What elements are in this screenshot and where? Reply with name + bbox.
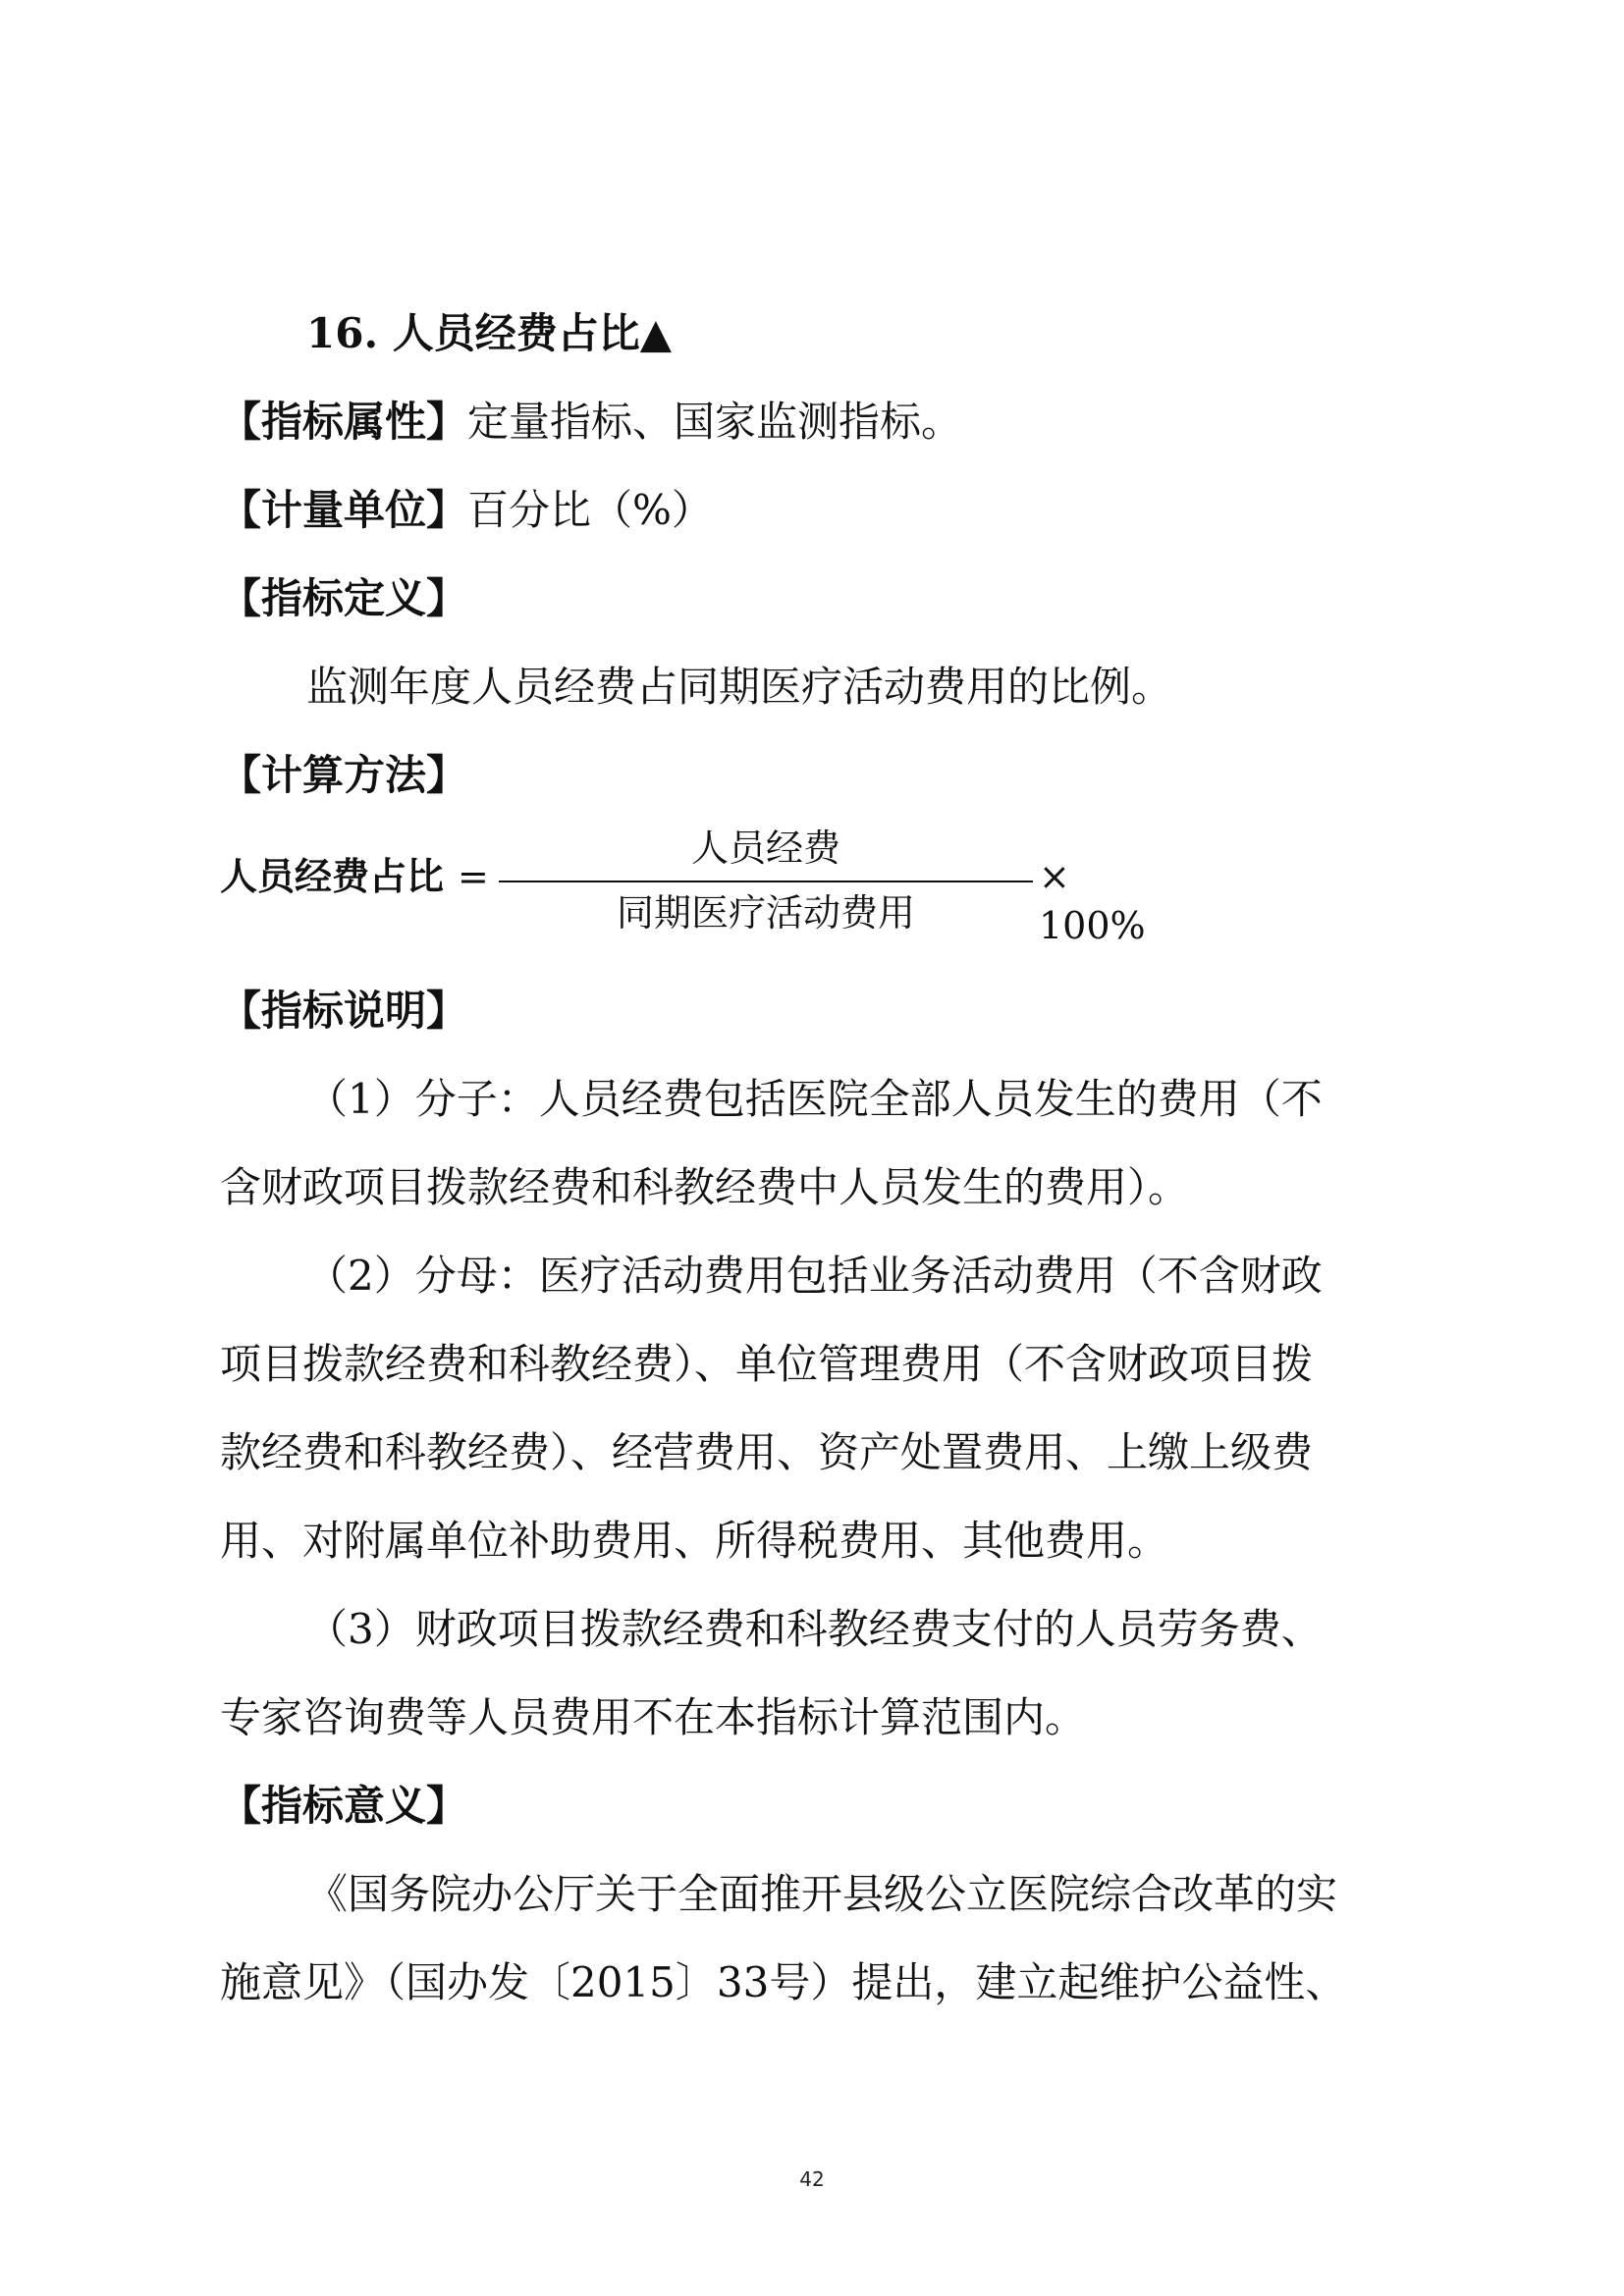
attribute-row bbox=[220, 393, 962, 452]
unit-row bbox=[220, 481, 713, 540]
explanation-line: （2）分母：医疗活动费用包括业务活动费用（不含财政 bbox=[306, 1252, 1323, 1300]
explanation-label: 【指标说明】 bbox=[220, 987, 468, 1035]
explanation-line: 含财政项目拨款经费和科教经费中人员发生的费用）。 bbox=[220, 1163, 1190, 1211]
formula-equals: = bbox=[458, 855, 489, 898]
significance-label: 【指标意义】 bbox=[220, 1782, 468, 1830]
formula-label: 人员经费占比 bbox=[220, 854, 445, 898]
explanation-line: （1）分子：人员经费包括医院全部人员发生的费用（不 bbox=[306, 1075, 1323, 1123]
unit-value: 百分比（%） bbox=[467, 486, 713, 534]
section-title: 16. 人员经费占比▲ bbox=[306, 309, 672, 357]
calculation-label: 【计算方法】 bbox=[220, 751, 468, 799]
definition-label: 【指标定义】 bbox=[220, 574, 468, 622]
explanation-line: 用、对附属单位补助费用、所得税费用、其他费用。 bbox=[220, 1517, 1169, 1565]
significance-line: 《国务院办公厅关于全面推开县级公立医院综合改革的实 bbox=[306, 1870, 1338, 1918]
significance-line: 施意见》（国办发〔2015〕33号）提出，建立起维护公益性、 bbox=[220, 1958, 1347, 2006]
attribute-label: 【指标属性】 bbox=[220, 398, 468, 446]
formula bbox=[220, 825, 1146, 947]
formula-multiplier: × 100% bbox=[1039, 855, 1146, 947]
page-number: 42 bbox=[799, 2167, 825, 2191]
formula-denominator: 同期医疗活动费用 bbox=[616, 891, 915, 934]
formula-numerator: 人员经费 bbox=[690, 827, 840, 870]
definition-text: 监测年度人员经费占同期医疗活动费用的比例。 bbox=[306, 663, 1173, 711]
fraction-bar bbox=[499, 881, 1033, 882]
attribute-value: 定量指标、国家监测指标。 bbox=[467, 398, 963, 446]
explanation-line: 款经费和科教经费）、经营费用、资产处置费用、上缴上级费 bbox=[220, 1428, 1314, 1476]
explanation-line: 项目拨款经费和科教经费）、单位管理费用（不含财政项目拨 bbox=[220, 1340, 1314, 1388]
explanation-line: （3）财政项目拨款经费和科教经费支付的人员劳务费、 bbox=[306, 1605, 1323, 1653]
explanation-line: 专家咨询费等人员费用不在本指标计算范围内。 bbox=[220, 1693, 1087, 1741]
unit-label: 【计量单位】 bbox=[220, 486, 468, 534]
